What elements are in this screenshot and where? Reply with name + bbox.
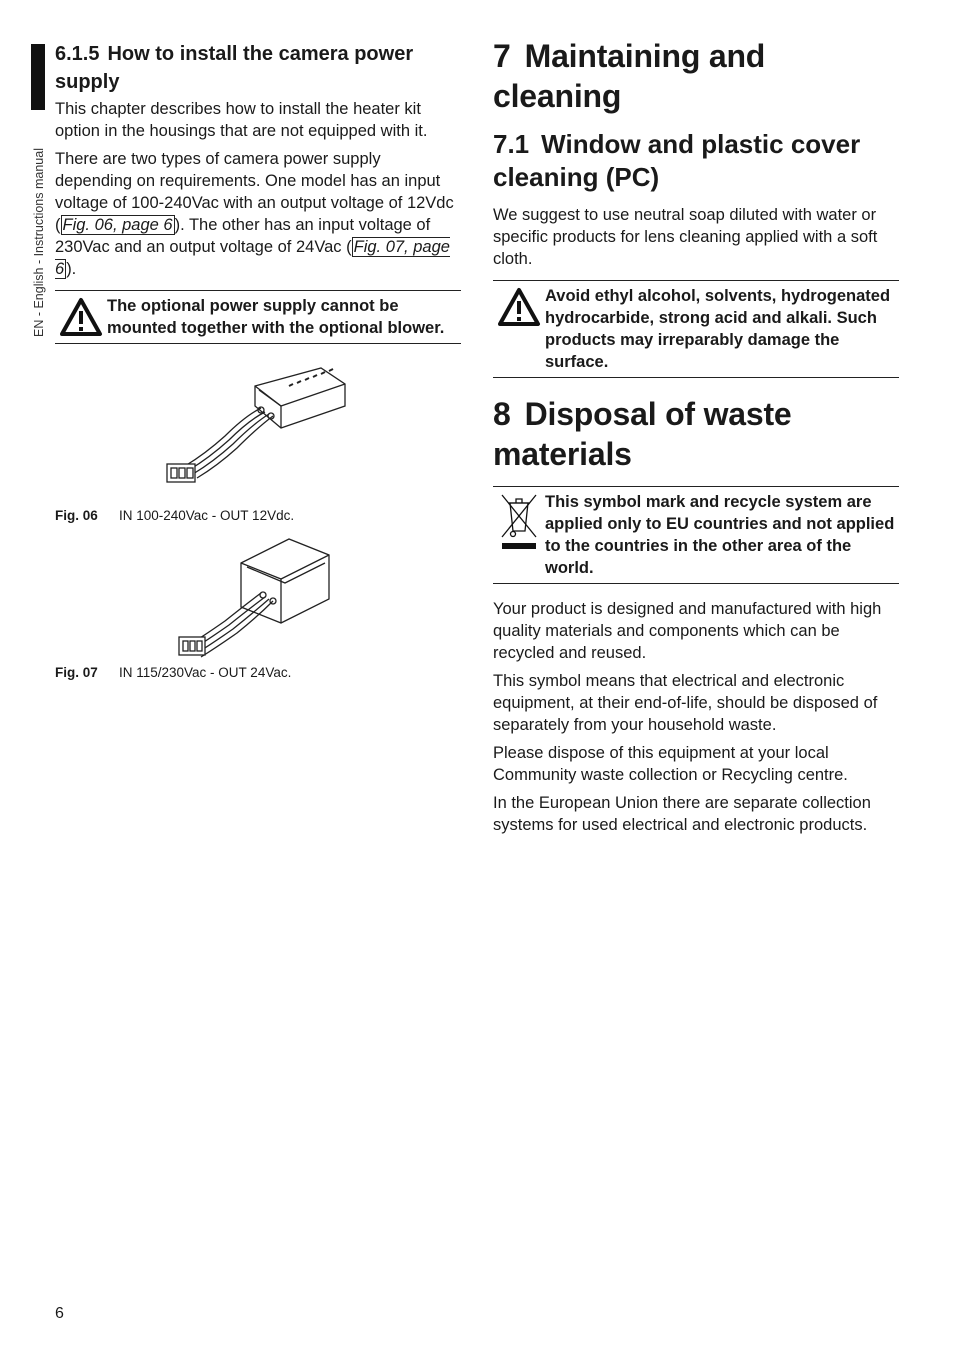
side-manual-label: EN - English - Instructions manual [32, 148, 46, 337]
figure-06-caption: Fig. 06 IN 100-240Vac - OUT 12Vdc. [55, 508, 295, 523]
left-column [55, 40, 461, 682]
disposal-paragraph-3: Please dispose of this equipment at your local Community waste collection or Recycling centre. [493, 744, 848, 784]
intro-paragraph: This chapter describes how to install the heater kit option in the housings that are not equipped with it. [55, 100, 428, 140]
side-tab-marker [31, 44, 45, 110]
disposal-paragraph-2: This symbol means that electrical and electronic equipment, at their end-of-life, should be disposed of separately from your household waste. [493, 672, 878, 734]
power-supply-paragraph: There are two types of camera power supply depending on requirements. One model has an input voltage of 100-240Vac with an output voltage of 12Vdc ( Fig. 06, page 6 ). The other has an input voltage of 230Vac and an output voltage of 24Vac ( Fig. 07, page 6 ). [55, 150, 454, 278]
figure-07-caption: Fig. 07 IN 115/230Vac - OUT 24Vac. [55, 665, 292, 680]
page-number: 6 [55, 1305, 64, 1322]
figure-07-image [55, 525, 461, 663]
weee-note: This symbol mark and recycle system are applied only to EU countries and not applied to the countries in the other area of the world. [493, 486, 899, 584]
warning-triangle-icon [55, 295, 107, 337]
disposal-paragraph-1: Your product is designed and manufactured with high quality materials and components which can be recycled and reused. [493, 600, 882, 662]
figure-06-image [55, 356, 461, 506]
fig07-link[interactable]: Fig. 07, page 6 [55, 238, 450, 278]
section-7-1-heading: 7.1 Window and plastic cover cleaning (PC) [493, 129, 861, 192]
warning-note-cleaning: Avoid ethyl alcohol, solvents, hydrogenated hydrocarbide, strong acid and alkali. Such products may irreparably damage the surface. [493, 280, 899, 378]
disposal-paragraph-4: In the European Union there are separate collection systems for used electrical and electronic products. [493, 794, 871, 834]
warning-note-power: The optional power supply cannot be mounted together with the optional blower. [55, 290, 461, 344]
cleaning-paragraph: We suggest to use neutral soap diluted with water or specific products for lens cleaning applied with a soft cloth. [493, 206, 878, 268]
warning-triangle-icon [493, 285, 545, 327]
right-column [493, 36, 899, 842]
fig06-link[interactable]: Fig. 06, page 6 [62, 216, 173, 234]
crossed-bin-icon [493, 491, 545, 551]
section-heading-6-1-5: 6.1.5 How to install the camera power supply [55, 43, 414, 93]
chapter-7-heading: 7 Maintaining and cleaning [493, 38, 766, 114]
chapter-8-heading: 8 Disposal of waste materials [493, 396, 792, 472]
